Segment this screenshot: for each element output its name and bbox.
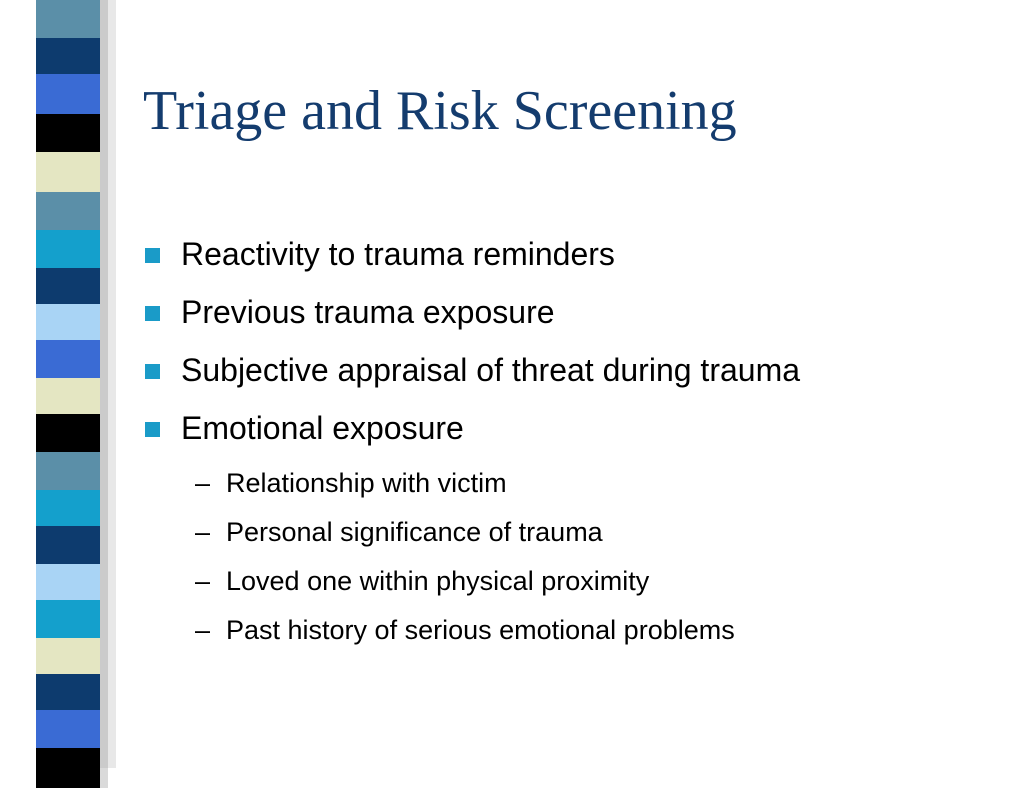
stripe-segment (36, 152, 100, 192)
dash-bullet-icon: – (195, 566, 211, 596)
bullet-item (143, 402, 800, 460)
sub-bullet-text: Relationship with victim (226, 468, 507, 498)
sub-bullet-text: Personal significance of trauma (226, 517, 603, 547)
stripe-segment (36, 638, 100, 674)
sub-bullet-item (143, 607, 800, 656)
stripe-segment (36, 452, 100, 490)
stripe-segment (36, 378, 100, 414)
stripe-segment (36, 564, 100, 600)
stripe-segment (36, 674, 100, 710)
sub-bullet-text: Past history of serious emotional problems (226, 615, 735, 645)
stripe-segment (36, 526, 100, 564)
bullet-item (143, 286, 800, 344)
stripe-segment (36, 748, 100, 788)
stripe-segment (36, 414, 100, 452)
square-bullet-icon (145, 248, 160, 263)
stripe-segment (36, 230, 100, 268)
stripe-segment (36, 192, 100, 230)
stripe-segment (36, 268, 100, 304)
sub-bullet-item (143, 558, 800, 607)
bullet-list (143, 228, 800, 656)
decorative-stripe-bar (36, 0, 100, 768)
square-bullet-icon (145, 364, 160, 379)
stripe-segment (36, 0, 100, 38)
stripe-segment (36, 340, 100, 378)
bullet-text: Subjective appraisal of threat during trauma (181, 352, 801, 388)
stripe-segment (36, 38, 100, 74)
square-bullet-icon (145, 422, 160, 437)
stripe-segment (36, 304, 100, 340)
sub-bullet-item (143, 460, 800, 509)
dash-bullet-icon: – (195, 468, 211, 498)
bullet-text: Reactivity to trauma reminders (181, 236, 615, 272)
stripe-segment (36, 600, 100, 638)
dash-bullet-icon: – (195, 517, 211, 547)
dash-bullet-icon: – (195, 615, 211, 645)
stripe-segment (36, 710, 100, 748)
slide-title: Triage and Risk Screening (143, 80, 737, 142)
stripe-segment (36, 74, 100, 114)
bullet-item (143, 344, 800, 402)
square-bullet-icon (145, 306, 160, 321)
stripe-segment (36, 490, 100, 526)
sub-bullet-text: Loved one within physical proximity (226, 566, 650, 596)
bullet-item (143, 228, 800, 286)
stripe-segment (36, 114, 100, 152)
sub-bullet-item (143, 509, 800, 558)
bullet-text: Emotional exposure (181, 410, 464, 446)
bullet-text: Previous trauma exposure (181, 294, 555, 330)
